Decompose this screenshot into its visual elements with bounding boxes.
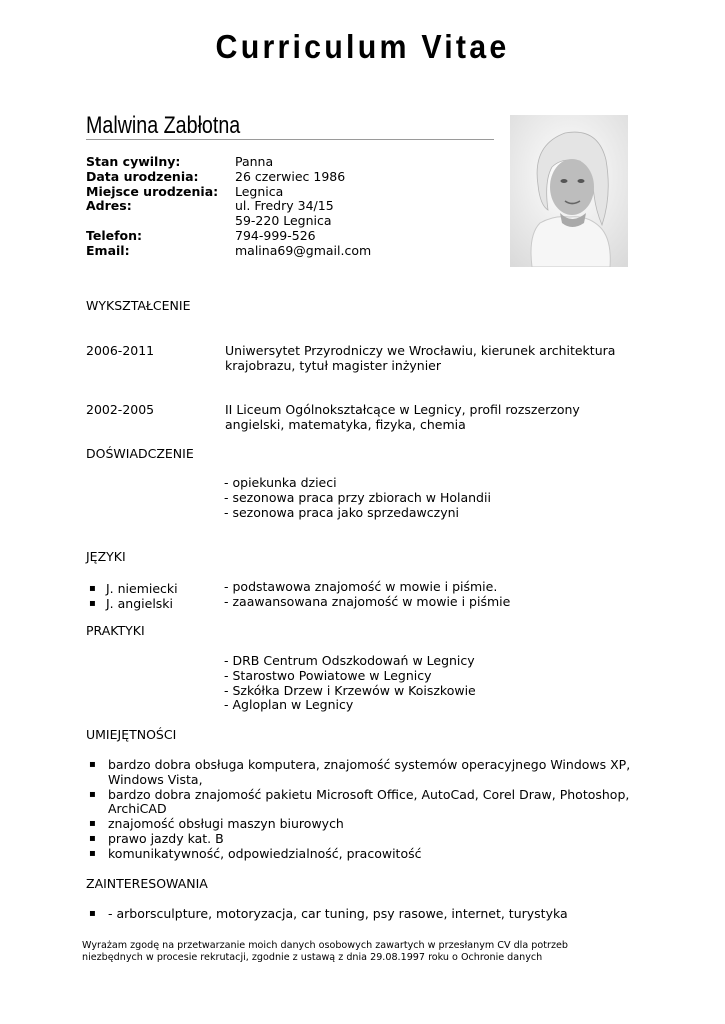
language-levels — [224, 580, 510, 610]
bullet-icon: ▪ — [89, 598, 96, 609]
info-row-phone — [86, 229, 371, 244]
info-row-address — [86, 199, 371, 214]
info-value: 26 czerwiec 1986 — [235, 168, 346, 184]
bullet-icon: ▪ — [89, 908, 96, 919]
bullet-icon: ▪ — [89, 832, 96, 844]
internships-heading: PRAKTYKI — [86, 623, 145, 638]
education-line: krajobrazu, tytuł magister inżynier — [225, 358, 442, 373]
consent-clause — [82, 940, 642, 964]
skill-item — [86, 758, 636, 788]
interests-list — [86, 906, 568, 921]
internship-item: - Starostwo Powiatowe w Legnicy — [224, 667, 432, 683]
info-value: Legnica — [235, 183, 284, 199]
info-label: Miejsce urodzenia: — [86, 183, 219, 199]
experience-item: - sezonowa praca jako sprzedawczyni — [224, 504, 459, 520]
bullet-icon: ▪ — [89, 583, 96, 594]
education-years: 2006-2011 — [86, 343, 155, 358]
info-label: Adres: — [86, 198, 132, 214]
language-name: J. niemiecki — [106, 581, 178, 596]
interest-item — [86, 906, 568, 921]
interest-text: - arborsculpture, motoryzacja, car tuning, psy rasowe, internet, turystyka — [108, 906, 568, 921]
skill-line: bardzo dobra obsługa komputera, znajomość systemów operacyjnego Windows XP, — [108, 757, 631, 772]
skill-item — [86, 847, 636, 862]
experience-item: - opiekunka dzieci — [224, 475, 337, 490]
info-row-address-2 — [86, 214, 371, 229]
skill-line: ArchiCAD — [108, 801, 167, 817]
skills-list — [86, 758, 636, 862]
info-row-email — [86, 244, 371, 259]
info-value: 794-999-526 — [235, 227, 316, 243]
bullet-icon: ▪ — [89, 788, 96, 800]
experience-heading: DOŚWIADCZENIE — [86, 446, 194, 461]
skill-line: bardzo dobra znajomość pakietu Microsoft Office, AutoCad, Corel Draw, Photoshop, — [108, 786, 630, 802]
consent-line: Wyrażam zgodę na przetwarzanie moich danych osobowych zawartych w przesłanym CV dla potrzeb — [82, 940, 568, 951]
info-value: malina69@gmail.com — [235, 242, 372, 258]
language-item — [86, 581, 178, 596]
education-line: Uniwersytet Przyrodniczy we Wrocławiu, kierunek architektura — [225, 343, 616, 358]
info-row-birthdate — [86, 170, 371, 185]
info-value: 59-220 Legnica — [235, 213, 332, 229]
profile-photo — [510, 115, 628, 267]
experience-item: - sezonowa praca przy zbiorach w Holandii — [224, 489, 491, 505]
document-title: Curriculum Vitae — [215, 28, 510, 65]
education-entry — [86, 343, 615, 373]
personal-info — [86, 155, 371, 259]
skill-item — [86, 832, 636, 847]
internship-item: - Szkółka Drzew i Krzewów w Koiszkowie — [224, 682, 476, 698]
info-value: Panna — [235, 154, 274, 169]
skill-line: Windows Vista, — [108, 771, 203, 787]
language-level: - zaawansowana znajomość w mowie i piśmie — [224, 593, 511, 609]
education-years: 2002-2005 — [86, 402, 155, 417]
skill-line: komunikatywność, odpowiedzialność, pracowitość — [108, 845, 422, 861]
consent-line: niezbędnych w procesie rekrutacji, zgodnie z ustawą z dnia 29.08.1997 roku o Ochronie danych — [82, 952, 543, 963]
info-row-birthplace — [86, 185, 371, 200]
name-underline — [86, 139, 494, 140]
internship-item: - DRB Centrum Odszkodowań w Legnicy — [224, 653, 475, 668]
skill-item — [86, 817, 636, 832]
internship-item: - Agloplan w Legnicy — [224, 697, 354, 713]
bullet-icon: ▪ — [89, 759, 96, 770]
bullet-icon: ▪ — [89, 818, 96, 830]
info-label: Telefon: — [86, 227, 143, 243]
info-row-marital — [86, 155, 371, 170]
candidate-name: Malwina Zabłotna — [86, 112, 241, 139]
languages-heading: JĘZYKI — [86, 549, 126, 564]
skill-line: znajomość obsługi maszyn biurowych — [108, 816, 344, 832]
skills-heading: UMIEJĘTNOŚCI — [86, 727, 177, 742]
internship-list — [224, 654, 476, 713]
experience-list — [224, 476, 491, 520]
language-list — [86, 581, 178, 611]
info-label: Stan cywilny: — [86, 154, 181, 169]
education-entry — [86, 402, 580, 432]
info-label: Email: — [86, 242, 130, 258]
education-line: angielski, matematyka, fizyka, chemia — [225, 417, 466, 432]
interests-heading: ZAINTERESOWANIA — [86, 876, 208, 891]
language-level: - podstawowa znajomość w mowie i piśmie. — [224, 579, 498, 594]
info-value: ul. Fredry 34/15 — [235, 198, 334, 214]
skill-line: prawo jazdy kat. B — [108, 830, 224, 846]
bullet-icon: ▪ — [89, 847, 96, 859]
info-label: Data urodzenia: — [86, 168, 199, 184]
language-item — [86, 596, 178, 611]
education-line: II Liceum Ogólnokształcące w Legnicy, profil rozszerzony — [225, 402, 580, 417]
skill-item — [86, 788, 636, 818]
education-heading: WYKSZTAŁCENIE — [86, 298, 191, 313]
language-name: J. angielski — [106, 596, 174, 611]
